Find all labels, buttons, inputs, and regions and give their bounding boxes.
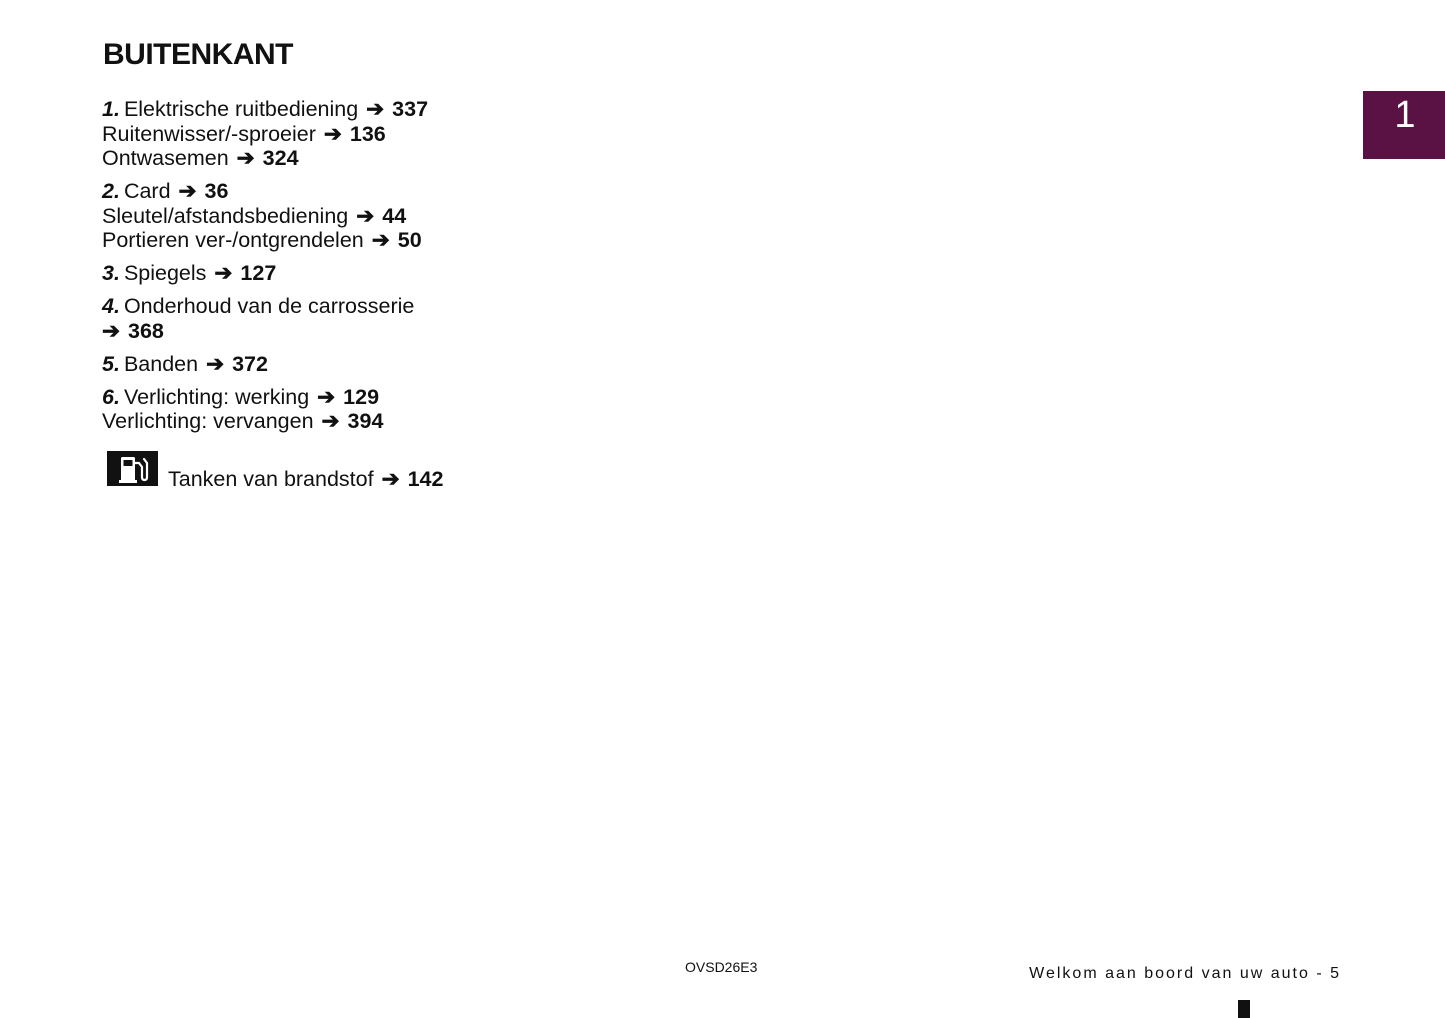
page-reference[interactable]: 44 bbox=[382, 203, 407, 228]
index-entry bbox=[102, 352, 482, 377]
arrow-right-icon: ➔ bbox=[206, 351, 225, 376]
index-line bbox=[102, 179, 482, 204]
index-line bbox=[102, 146, 482, 171]
arrow-right-icon: ➔ bbox=[102, 318, 121, 343]
page-edge-marker bbox=[1238, 1000, 1250, 1018]
arrow-right-icon: ➔ bbox=[323, 121, 342, 146]
arrow-right-icon: ➔ bbox=[366, 97, 385, 121]
entry-number: 6. bbox=[102, 384, 120, 409]
entry-number: 3. bbox=[102, 261, 120, 285]
index-line bbox=[102, 204, 482, 229]
page-reference[interactable]: 368 bbox=[128, 318, 164, 343]
page-reference[interactable]: 36 bbox=[204, 179, 229, 203]
arrow-right-icon: ➔ bbox=[214, 261, 233, 285]
entry-text: Verlichting: werking bbox=[123, 384, 310, 409]
entry-number: 5. bbox=[102, 351, 120, 376]
index-line bbox=[102, 228, 482, 253]
fuel-pump-icon bbox=[107, 451, 158, 486]
index-line bbox=[102, 352, 482, 377]
arrow-right-icon: ➔ bbox=[381, 467, 400, 491]
index-entry bbox=[102, 97, 482, 171]
chapter-tab[interactable] bbox=[1363, 91, 1445, 159]
page-title: BUITENKANT bbox=[103, 38, 293, 71]
entry-text: Verlichting: vervangen bbox=[102, 409, 314, 433]
index-entry bbox=[102, 261, 482, 286]
entry-text: Ruitenwisser/-sproeier bbox=[102, 121, 316, 146]
document-code: OVSD26E3 bbox=[685, 959, 758, 975]
index-line bbox=[102, 409, 482, 434]
index-line bbox=[102, 385, 482, 410]
index-line bbox=[102, 319, 482, 344]
index-line bbox=[102, 122, 482, 147]
index-entry bbox=[102, 294, 482, 343]
entry-number: 1. bbox=[102, 97, 120, 121]
arrow-right-icon: ➔ bbox=[317, 384, 336, 409]
page-reference[interactable]: 337 bbox=[392, 97, 429, 121]
entry-text: Banden bbox=[123, 351, 199, 376]
entry-text: Onderhoud van de carrosserie bbox=[123, 294, 415, 318]
index-line bbox=[102, 294, 482, 319]
page-reference[interactable]: 142 bbox=[407, 467, 444, 491]
index-entry bbox=[102, 179, 482, 253]
arrow-right-icon: ➔ bbox=[236, 146, 255, 170]
entry-text: Tanken van brandstof bbox=[168, 467, 374, 491]
page-reference[interactable]: 372 bbox=[232, 351, 268, 376]
index-line bbox=[102, 261, 482, 286]
entry-text: Ontwasemen bbox=[102, 146, 229, 170]
arrow-right-icon: ➔ bbox=[356, 203, 375, 228]
page-reference[interactable]: 127 bbox=[240, 261, 277, 285]
arrow-right-icon: ➔ bbox=[321, 409, 340, 433]
fuel-entry bbox=[107, 451, 444, 491]
entry-text: Card bbox=[123, 179, 171, 203]
index-entry bbox=[102, 385, 482, 434]
entry-text: Sleutel/afstandsbediening bbox=[102, 203, 349, 228]
page-reference[interactable]: 136 bbox=[349, 121, 386, 146]
entry-text: Portieren ver-/ontgrendelen bbox=[102, 228, 364, 252]
entry-text: Elektrische ruitbediening bbox=[123, 97, 359, 121]
page-reference[interactable]: 50 bbox=[397, 228, 422, 252]
entry-text: Spiegels bbox=[123, 261, 207, 285]
index-list bbox=[102, 97, 482, 442]
page-reference[interactable]: 324 bbox=[262, 146, 299, 170]
page-reference[interactable]: 394 bbox=[347, 409, 384, 433]
fuel-entry-label bbox=[168, 468, 443, 490]
page-reference[interactable]: 129 bbox=[343, 384, 380, 409]
arrow-right-icon: ➔ bbox=[178, 179, 197, 203]
index-line bbox=[102, 97, 482, 122]
entry-number: 2. bbox=[102, 179, 120, 203]
arrow-right-icon: ➔ bbox=[371, 228, 390, 252]
entry-number: 4. bbox=[102, 294, 120, 318]
chapter-number: 1 bbox=[1394, 93, 1416, 136]
page-footer: Welkom aan boord van uw auto - 5 bbox=[1029, 965, 1341, 982]
